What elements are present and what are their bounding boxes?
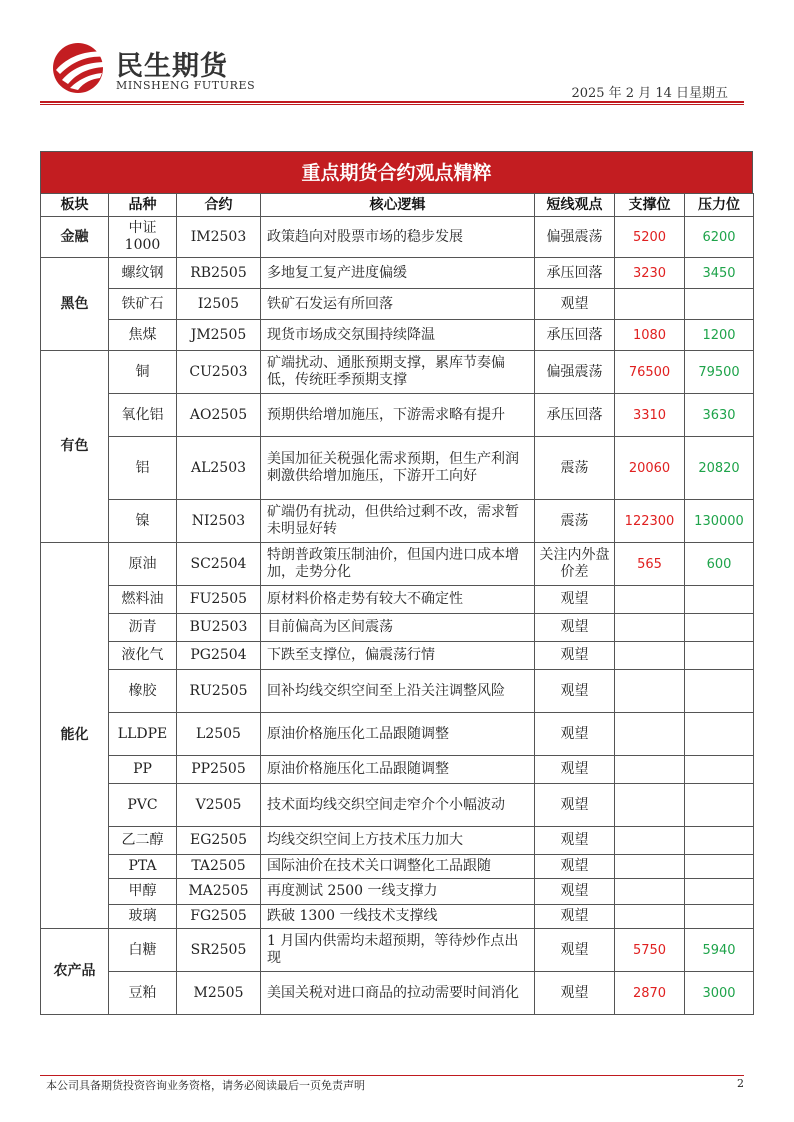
support-cell: 20060 xyxy=(615,437,685,500)
table-row xyxy=(41,394,754,437)
contract-cell: SR2505 xyxy=(177,929,261,972)
logic-cell: 回补均线交织空间至上沿关注调整风险 xyxy=(261,670,535,713)
header-divider xyxy=(40,101,744,103)
resistance-cell xyxy=(685,713,754,756)
view-cell: 观望 xyxy=(535,827,615,855)
variety-cell: 原油 xyxy=(109,543,177,586)
logic-cell: 矿端仍有扰动，但供给过剩不改，需求暂未明显好转 xyxy=(261,500,535,543)
resistance-cell xyxy=(685,586,754,614)
logic-cell: 跌破 1300 一线技术支撑线 xyxy=(261,905,535,929)
variety-cell: 燃料油 xyxy=(109,586,177,614)
variety-cell: 铜 xyxy=(109,351,177,394)
table-header-row xyxy=(41,194,754,217)
view-cell: 观望 xyxy=(535,586,615,614)
view-cell: 承压回落 xyxy=(535,394,615,437)
variety-cell: 沥青 xyxy=(109,614,177,642)
view-cell: 关注内外盘价差 xyxy=(535,543,615,586)
sector-cell: 黑色 xyxy=(41,258,109,351)
report-date: 2025 年 2 月 14 日星期五 xyxy=(571,86,728,101)
variety-cell: 乙二醇 xyxy=(109,827,177,855)
column-header-resistance: 压力位 xyxy=(685,194,754,217)
resistance-cell: 3450 xyxy=(685,258,754,289)
support-cell: 76500 xyxy=(615,351,685,394)
table-row xyxy=(41,929,754,972)
table-row xyxy=(41,879,754,905)
resistance-cell xyxy=(685,614,754,642)
column-header-support: 支撑位 xyxy=(615,194,685,217)
table-row xyxy=(41,586,754,614)
variety-cell: 焦煤 xyxy=(109,320,177,351)
view-cell: 观望 xyxy=(535,756,615,784)
view-cell: 观望 xyxy=(535,289,615,320)
contract-cell: NI2503 xyxy=(177,500,261,543)
logic-cell: 政策趋向对股票市场的稳步发展 xyxy=(261,217,535,258)
view-cell: 偏强震荡 xyxy=(535,351,615,394)
view-cell: 观望 xyxy=(535,855,615,879)
logic-cell: 预期供给增加施压，下游需求略有提升 xyxy=(261,394,535,437)
logic-cell: 国际油价在技术关口调整化工品跟随 xyxy=(261,855,535,879)
variety-cell: PTA xyxy=(109,855,177,879)
contract-cell: AO2505 xyxy=(177,394,261,437)
logic-cell: 美国关税对进口商品的拉动需要时间消化 xyxy=(261,972,535,1015)
contract-cell: TA2505 xyxy=(177,855,261,879)
table-row xyxy=(41,827,754,855)
support-cell xyxy=(615,784,685,827)
variety-cell: 豆粕 xyxy=(109,972,177,1015)
logic-cell: 矿端扰动、通胀预期支撑，累库节奏偏低，传统旺季预期支撑 xyxy=(261,351,535,394)
variety-cell: 螺纹钢 xyxy=(109,258,177,289)
contract-cell: RB2505 xyxy=(177,258,261,289)
table-row xyxy=(41,614,754,642)
column-header-contract: 合约 xyxy=(177,194,261,217)
contract-cell: AL2503 xyxy=(177,437,261,500)
variety-cell: LLDPE xyxy=(109,713,177,756)
table-row xyxy=(41,784,754,827)
column-header-logic: 核心逻辑 xyxy=(261,194,535,217)
view-cell: 承压回落 xyxy=(535,320,615,351)
table-row xyxy=(41,351,754,394)
resistance-cell xyxy=(685,879,754,905)
support-cell xyxy=(615,827,685,855)
logic-cell: 现货市场成交氛围持续降温 xyxy=(261,320,535,351)
contract-cell: IM2503 xyxy=(177,217,261,258)
table-row xyxy=(41,670,754,713)
footer-divider xyxy=(40,1075,744,1076)
sector-cell: 有色 xyxy=(41,351,109,543)
table-row xyxy=(41,756,754,784)
view-cell: 观望 xyxy=(535,614,615,642)
support-cell xyxy=(615,586,685,614)
variety-cell: 镍 xyxy=(109,500,177,543)
table-row xyxy=(41,855,754,879)
view-cell: 观望 xyxy=(535,713,615,756)
contract-cell: PG2504 xyxy=(177,642,261,670)
resistance-cell xyxy=(685,756,754,784)
logic-cell: 特朗普政策压制油价，但国内进口成本增加，走势分化 xyxy=(261,543,535,586)
contract-cell: JM2505 xyxy=(177,320,261,351)
contract-cell: SC2504 xyxy=(177,543,261,586)
table-row xyxy=(41,972,754,1015)
variety-cell: PP xyxy=(109,756,177,784)
column-header-variety: 品种 xyxy=(109,194,177,217)
logic-cell: 下跌至支撑位，偏震荡行情 xyxy=(261,642,535,670)
support-cell xyxy=(615,289,685,320)
resistance-cell xyxy=(685,784,754,827)
variety-cell: 铁矿石 xyxy=(109,289,177,320)
resistance-cell: 1200 xyxy=(685,320,754,351)
view-cell: 观望 xyxy=(535,905,615,929)
variety-cell: 中证1000 xyxy=(109,217,177,258)
logic-cell: 原材料价格走势有较大不确定性 xyxy=(261,586,535,614)
table-row xyxy=(41,713,754,756)
support-cell xyxy=(615,614,685,642)
table-row xyxy=(41,543,754,586)
table-row xyxy=(41,320,754,351)
logic-cell: 铁矿石发运有所回落 xyxy=(261,289,535,320)
variety-cell: 白糖 xyxy=(109,929,177,972)
support-cell: 3230 xyxy=(615,258,685,289)
logic-cell: 目前偏高为区间震荡 xyxy=(261,614,535,642)
column-header-sector: 板块 xyxy=(41,194,109,217)
table-row xyxy=(41,500,754,543)
sector-cell: 农产品 xyxy=(41,929,109,1015)
support-cell xyxy=(615,756,685,784)
variety-cell: 甲醇 xyxy=(109,879,177,905)
view-cell: 观望 xyxy=(535,879,615,905)
resistance-cell: 79500 xyxy=(685,351,754,394)
resistance-cell xyxy=(685,642,754,670)
view-cell: 震荡 xyxy=(535,500,615,543)
support-cell xyxy=(615,642,685,670)
variety-cell: 液化气 xyxy=(109,642,177,670)
futures-view-table xyxy=(40,151,753,1015)
logic-cell: 原油价格施压化工品跟随调整 xyxy=(261,713,535,756)
resistance-cell xyxy=(685,670,754,713)
support-cell: 1080 xyxy=(615,320,685,351)
table-row xyxy=(41,289,754,320)
minsheng-logo-icon xyxy=(50,40,112,94)
contract-cell: RU2505 xyxy=(177,670,261,713)
view-cell: 观望 xyxy=(535,929,615,972)
column-header-view: 短线观点 xyxy=(535,194,615,217)
table-row xyxy=(41,258,754,289)
resistance-cell xyxy=(685,827,754,855)
variety-cell: 橡胶 xyxy=(109,670,177,713)
view-cell: 观望 xyxy=(535,642,615,670)
page-number: 2 xyxy=(737,1077,744,1090)
company-name-en: MINSHENG FUTURES xyxy=(116,79,256,92)
contract-cell: V2505 xyxy=(177,784,261,827)
resistance-cell: 3630 xyxy=(685,394,754,437)
support-cell xyxy=(615,905,685,929)
table-row xyxy=(41,905,754,929)
view-cell: 偏强震荡 xyxy=(535,217,615,258)
contract-cell: FG2505 xyxy=(177,905,261,929)
contract-cell: L2505 xyxy=(177,713,261,756)
resistance-cell: 20820 xyxy=(685,437,754,500)
contract-cell: FU2505 xyxy=(177,586,261,614)
logic-cell: 多地复工复产进度偏缓 xyxy=(261,258,535,289)
support-cell: 5200 xyxy=(615,217,685,258)
view-cell: 震荡 xyxy=(535,437,615,500)
sector-cell: 金融 xyxy=(41,217,109,258)
resistance-cell: 6200 xyxy=(685,217,754,258)
contract-cell: BU2503 xyxy=(177,614,261,642)
support-cell: 5750 xyxy=(615,929,685,972)
support-cell xyxy=(615,713,685,756)
support-cell: 122300 xyxy=(615,500,685,543)
logic-cell: 再度测试 2500 一线支撑力 xyxy=(261,879,535,905)
variety-cell: PVC xyxy=(109,784,177,827)
view-cell: 观望 xyxy=(535,972,615,1015)
resistance-cell: 130000 xyxy=(685,500,754,543)
view-cell: 观望 xyxy=(535,784,615,827)
view-cell: 承压回落 xyxy=(535,258,615,289)
variety-cell: 氧化铝 xyxy=(109,394,177,437)
support-cell: 2870 xyxy=(615,972,685,1015)
contract-cell: PP2505 xyxy=(177,756,261,784)
footer-disclaimer: 本公司具备期货投资咨询业务资格，请务必阅读最后一页免责声明 xyxy=(46,1079,365,1092)
logic-cell: 美国加征关税强化需求预期，但生产利润刺激供给增加施压，下游开工向好 xyxy=(261,437,535,500)
futures-table xyxy=(40,193,754,1015)
page-header xyxy=(0,0,794,110)
contract-cell: M2505 xyxy=(177,972,261,1015)
contract-cell: I2505 xyxy=(177,289,261,320)
support-cell xyxy=(615,855,685,879)
resistance-cell xyxy=(685,905,754,929)
contract-cell: EG2505 xyxy=(177,827,261,855)
logic-cell: 1 月国内供需均未超预期，等待炒作点出现 xyxy=(261,929,535,972)
resistance-cell xyxy=(685,855,754,879)
variety-cell: 玻璃 xyxy=(109,905,177,929)
support-cell xyxy=(615,879,685,905)
logic-cell: 均线交织空间上方技术压力加大 xyxy=(261,827,535,855)
variety-cell: 铝 xyxy=(109,437,177,500)
contract-cell: MA2505 xyxy=(177,879,261,905)
table-title: 重点期货合约观点精粹 xyxy=(40,151,753,193)
logic-cell: 原油价格施压化工品跟随调整 xyxy=(261,756,535,784)
resistance-cell: 5940 xyxy=(685,929,754,972)
table-row xyxy=(41,642,754,670)
resistance-cell: 600 xyxy=(685,543,754,586)
contract-cell: CU2503 xyxy=(177,351,261,394)
company-name-cn: 民生期货 xyxy=(116,51,228,82)
table-row xyxy=(41,217,754,258)
support-cell xyxy=(615,670,685,713)
resistance-cell xyxy=(685,289,754,320)
header-divider-thin xyxy=(40,104,744,105)
view-cell: 观望 xyxy=(535,670,615,713)
table-row xyxy=(41,437,754,500)
resistance-cell: 3000 xyxy=(685,972,754,1015)
support-cell: 565 xyxy=(615,543,685,586)
logic-cell: 技术面均线交织空间走窄介个小幅波动 xyxy=(261,784,535,827)
support-cell: 3310 xyxy=(615,394,685,437)
sector-cell: 能化 xyxy=(41,543,109,929)
